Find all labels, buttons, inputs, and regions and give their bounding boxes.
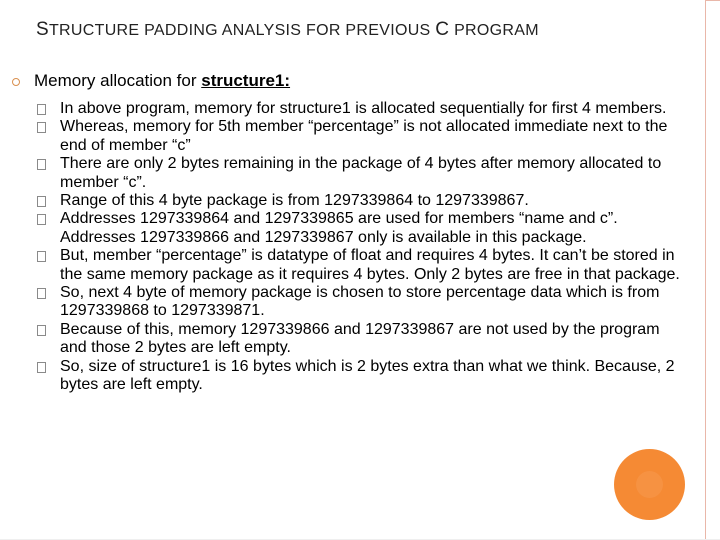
list-item <box>37 192 689 210</box>
list-item <box>37 284 689 321</box>
box-bullet-icon <box>37 251 46 262</box>
box-bullet-icon <box>37 325 46 336</box>
bullet-text: Because of this, memory 1297339866 and 1297339867 are not used by the program and those 2 bytes are left empty. <box>60 320 660 357</box>
box-bullet-icon <box>37 122 46 133</box>
bullet-text: Addresses 1297339864 and 1297339865 are used for members “name and c”. Addresses 1297339866 and 1297339867 only is available in this package. <box>60 210 618 246</box>
list-item <box>37 100 689 118</box>
decorative-orange-circle <box>614 449 685 520</box>
slide-title <box>36 19 539 41</box>
frame-line-top <box>705 0 720 1</box>
frame-line-right <box>705 0 706 540</box>
list-item <box>37 118 689 155</box>
title-c-letter: C <box>435 19 450 40</box>
title-end-text: PROGRAM <box>454 22 539 39</box>
heading-prefix: Memory allocation for <box>34 71 202 90</box>
title-main-text: TRUCTURE PADDING ANALYSIS FOR PREVIOUS <box>48 22 431 39</box>
bullet-text: So, next 4 byte of memory package is chosen to store percentage data which is from 1297339868 to 1297339871. <box>60 284 660 320</box>
heading-bold: structure1: <box>201 71 291 90</box>
list-item <box>37 247 689 284</box>
box-bullet-icon <box>37 214 46 225</box>
box-bullet-icon <box>37 159 46 170</box>
bullet-text: Whereas, memory for 5th member “percentage” is not allocated immediate next to the end of member “c” <box>60 118 668 154</box>
bullet-text: In above program, memory for structure1 is allocated sequentially for first 4 members. <box>60 100 667 117</box>
list-item <box>37 321 689 358</box>
box-bullet-icon <box>37 104 46 115</box>
list-item <box>37 210 689 247</box>
main-heading-text <box>34 71 290 91</box>
list-item <box>37 155 689 192</box>
box-bullet-icon <box>37 362 46 373</box>
title-first-letter: S <box>36 19 49 40</box>
bullet-list <box>37 100 689 395</box>
list-item <box>37 358 689 395</box>
circle-bullet-icon <box>12 78 20 86</box>
bullet-text: There are only 2 bytes remaining in the package of 4 bytes after memory allocated to member “c”. <box>60 155 662 191</box>
box-bullet-icon <box>37 196 46 207</box>
box-bullet-icon <box>37 288 46 299</box>
bullet-text: Range of this 4 byte package is from 1297339864 to 1297339867. <box>60 192 529 210</box>
bullet-text: But, member “percentage” is datatype of float and requires 4 bytes. It can’t be stored in the same memory package as it requires 4 bytes. Only 2 bytes are free in that package. <box>60 247 680 283</box>
bullet-text: So, size of structure1 is 16 bytes which is 2 bytes extra than what we think. Because, 2 bytes are left empty. <box>60 357 675 394</box>
